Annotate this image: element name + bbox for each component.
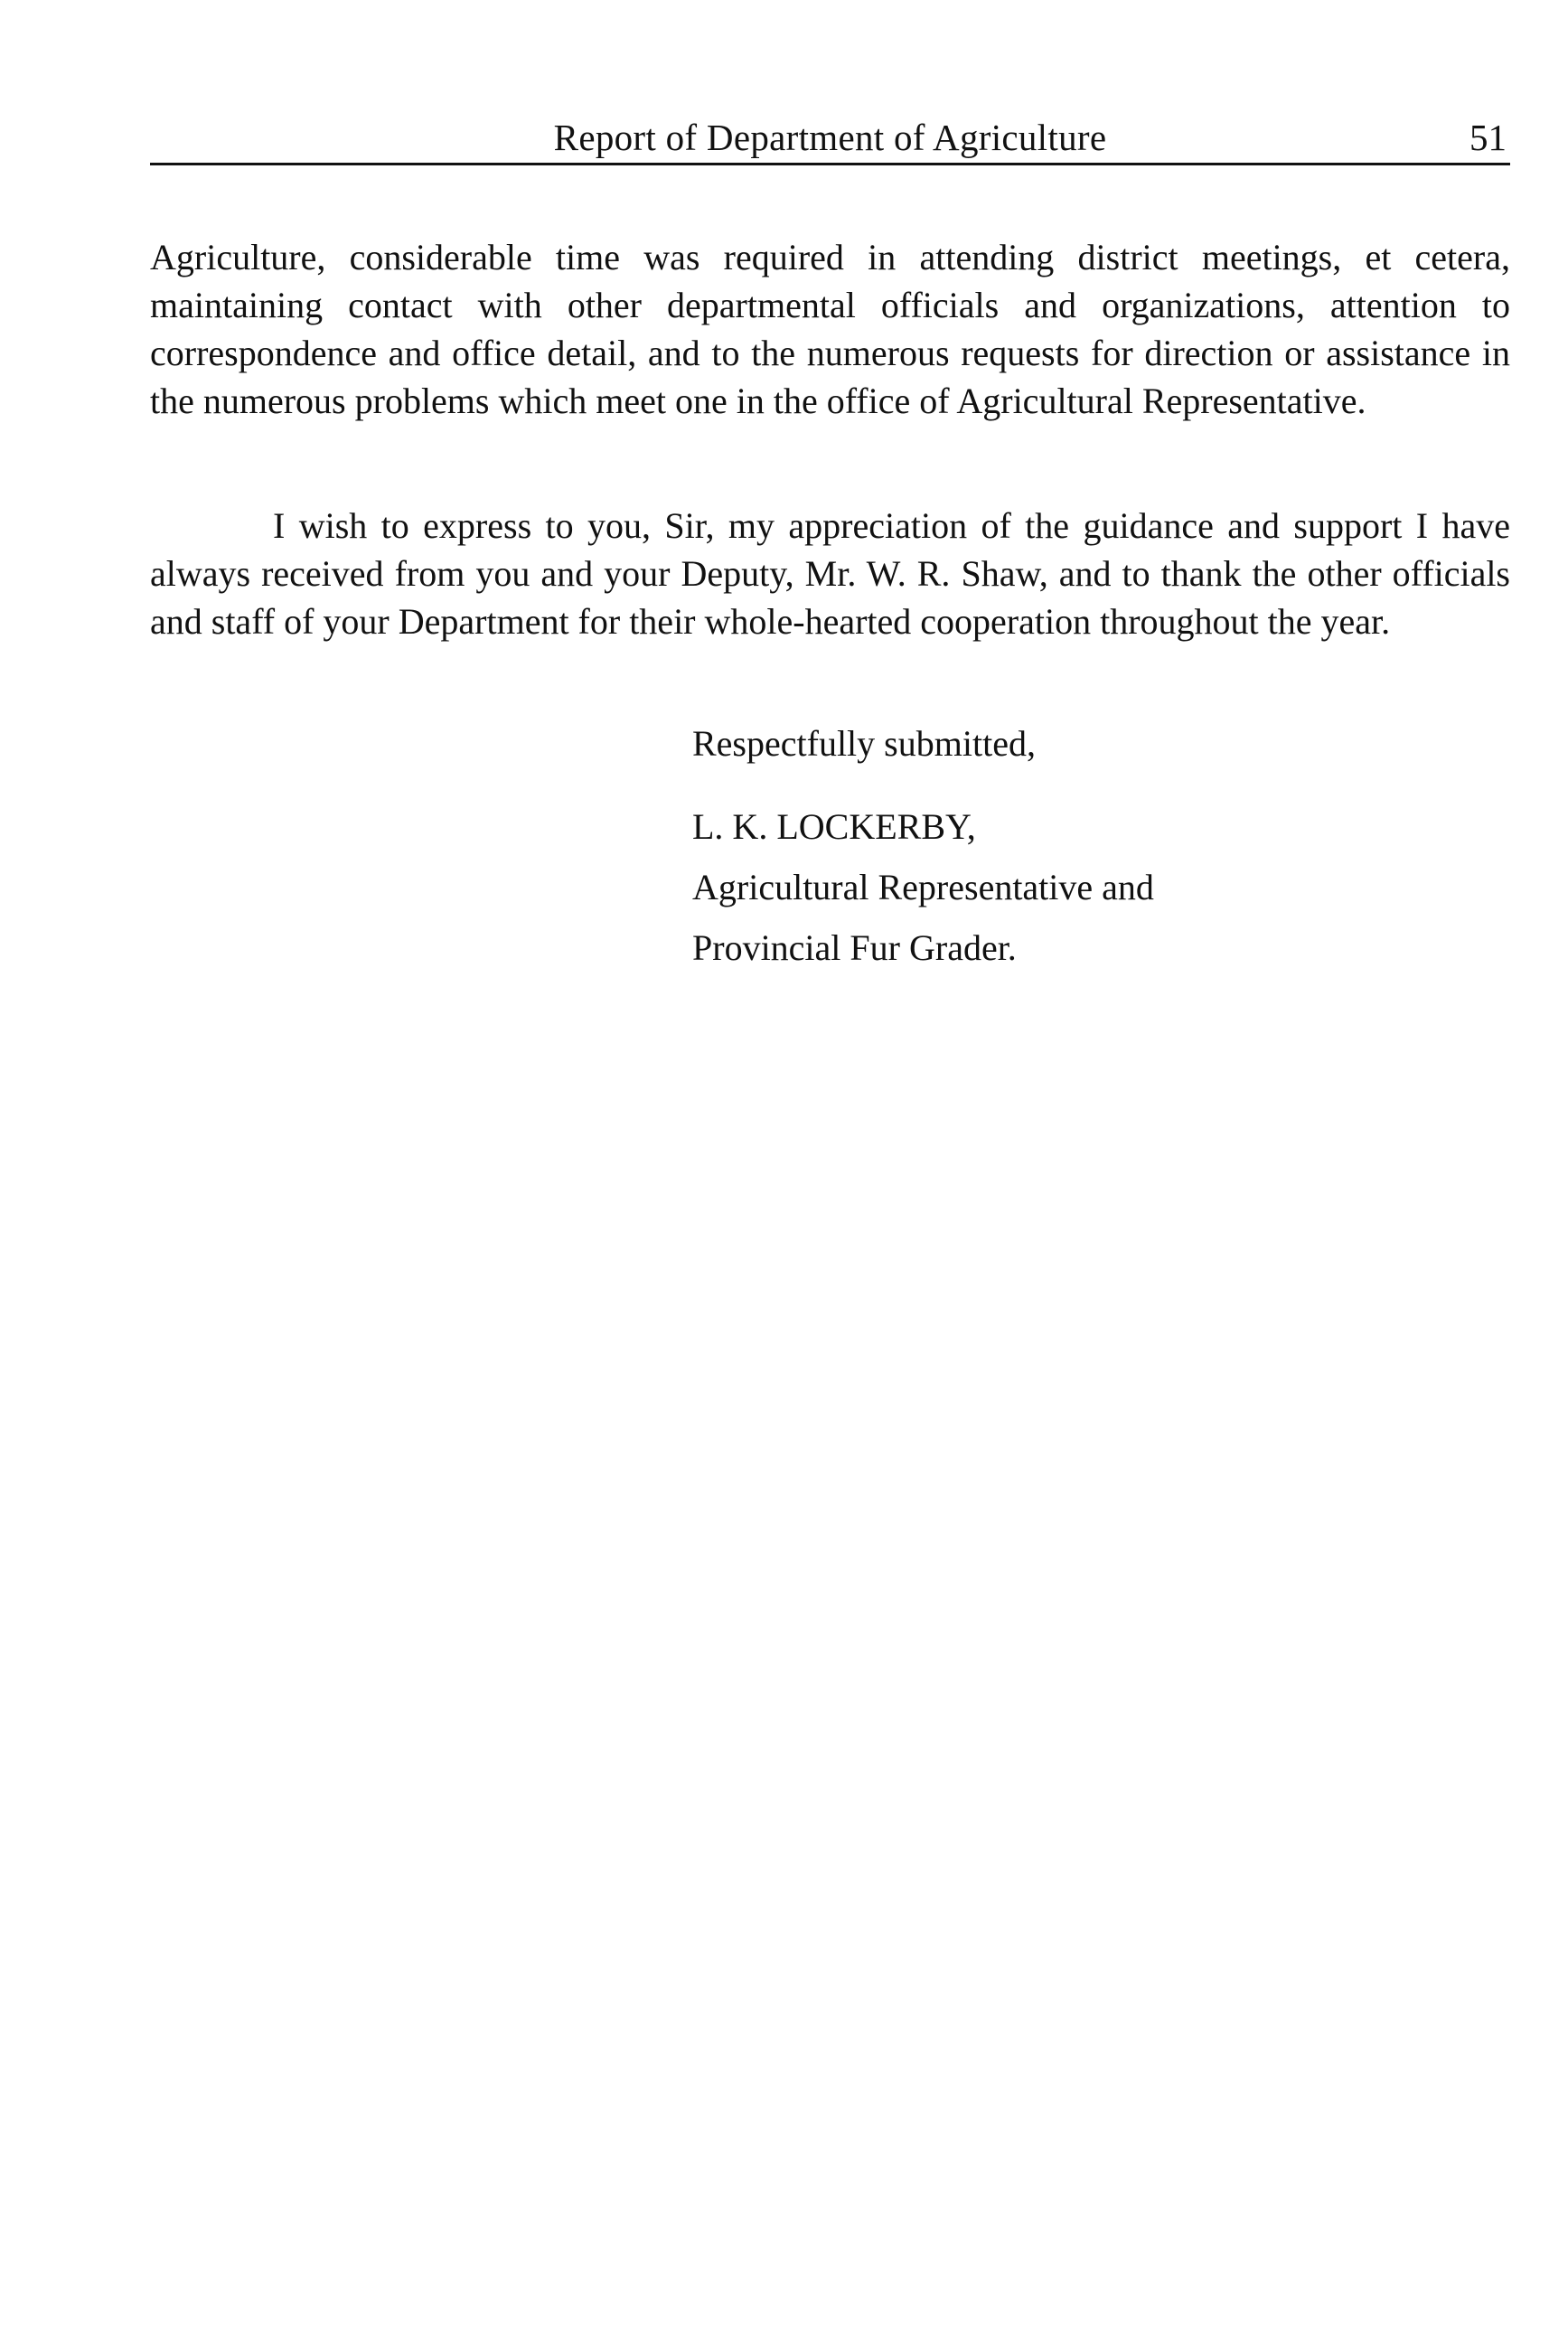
signatory-name: L. K. LOCKERBY, (692, 806, 976, 847)
body-paragraph: Agriculture, considerable time was required in attending district meetings, et cetera, maintaining contact with other departmental officials and organizations, attention to correspondence and office detail, and to the numerous requests for direction or assistance in the numerous problems which meet one in the office of Agricultural Representative. (150, 237, 1510, 421)
signatory-title: Agricultural Representative and (692, 867, 1154, 907)
running-title: Report of Department of Agriculture (553, 117, 1107, 158)
header-rule (150, 163, 1510, 165)
page-number: 51 (1469, 117, 1507, 158)
running-header (150, 112, 1510, 166)
closing-line: Respectfully submitted, (692, 723, 1036, 764)
body-paragraph: I wish to express to you, Sir, my appreciation of the guidance and support I have always received from you and your Deputy, Mr. W. R. Shaw, and to thank the other officials and staff of your Department for their whole-hearted cooperation throughout the year. (150, 505, 1510, 642)
signatory-title: Provincial Fur Grader. (692, 927, 1017, 968)
